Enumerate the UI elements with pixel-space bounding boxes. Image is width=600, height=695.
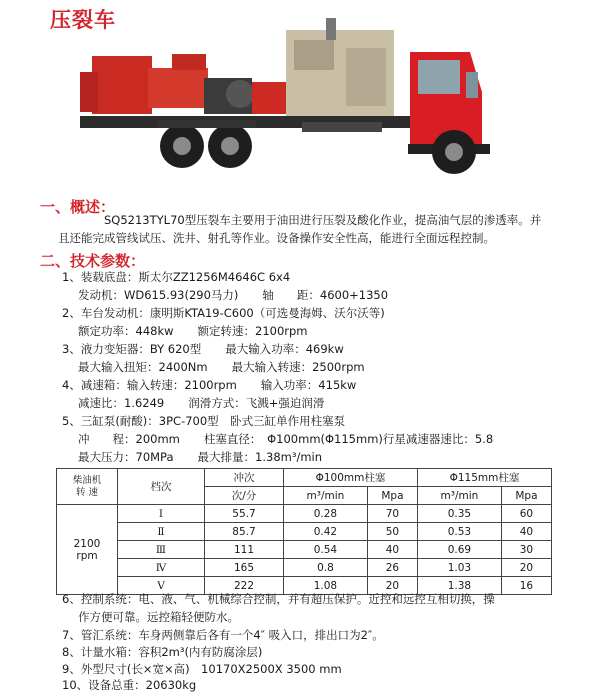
table-engine-speed-cell: 2100 rpm bbox=[57, 505, 118, 595]
table-cell-gear: Ⅳ bbox=[118, 559, 205, 577]
spec-rated-speed: 额定转速：2100rpm bbox=[197, 324, 308, 338]
table-cell-strokes: 55.7 bbox=[205, 505, 284, 523]
table-cell-gear: Ⅱ bbox=[118, 523, 205, 541]
table-cell-flow-100: 1.08 bbox=[284, 577, 368, 595]
spec-deck-engine-text: 2、车台发动机：康明斯KTA19-C600（可选曼海姆、沃尔沃等) bbox=[62, 306, 385, 320]
spec-converter-torque: 最大输入扭矩：2400Nm bbox=[78, 360, 208, 374]
table-cell-pressure-100: 40 bbox=[367, 541, 417, 559]
table-cell-flow-115: 0.35 bbox=[417, 505, 501, 523]
spec-water-tank bbox=[62, 643, 268, 661]
spec-converter-limits bbox=[78, 358, 371, 376]
table-cell-gear: Ⅴ bbox=[118, 577, 205, 595]
spec-total-weight bbox=[62, 676, 202, 694]
table-cell-pressure-115: 60 bbox=[501, 505, 551, 523]
spec-chassis-engine-text: 发动机：WD615.93(290马力) bbox=[78, 288, 239, 302]
table-cell-pressure-100: 26 bbox=[367, 559, 417, 577]
spec-dimensions-text: 9、外型尺寸(长×宽×高) 10170X2500X 3500 mm bbox=[62, 662, 342, 676]
table-header-flow-115: m³/min bbox=[417, 487, 501, 505]
table-header-flow-100: m³/min bbox=[284, 487, 368, 505]
table-cell-pressure-100: 70 bbox=[367, 505, 417, 523]
pump-performance-table bbox=[56, 468, 552, 595]
table-row bbox=[57, 505, 552, 523]
spec-pump-stroke-line bbox=[78, 430, 499, 448]
spec-water-tank-text: 8、计量水箱：容积2m³(内有防腐涂层) bbox=[62, 645, 263, 659]
spec-converter-max-speed: 最大输入转速：2500rpm bbox=[231, 360, 365, 374]
table-cell-gear: Ⅲ bbox=[118, 541, 205, 559]
table-header-strokes-unit: 次/分 bbox=[205, 487, 284, 505]
spec-chassis-engine bbox=[78, 286, 394, 304]
table-cell-strokes: 111 bbox=[205, 541, 284, 559]
table-cell-flow-100: 0.8 bbox=[284, 559, 368, 577]
table-row bbox=[57, 541, 552, 559]
table-cell-pressure-115: 30 bbox=[501, 541, 551, 559]
table-cell-gear: Ⅰ bbox=[118, 505, 205, 523]
spec-chassis-text: 1、装载底盘：斯太尔ZZ1256M4646C 6x4 bbox=[62, 270, 291, 284]
table-cell-pressure-100: 50 bbox=[367, 523, 417, 541]
page-title: 压裂车 bbox=[50, 8, 116, 32]
spec-pump-plunger: 柱塞直径： Φ100mm(Φ115mm)行星减速器速比：5.8 bbox=[203, 432, 494, 446]
spec-deck-engine-ratings bbox=[78, 322, 314, 340]
table-header-engine-speed: 柴油机 转 速 bbox=[57, 469, 118, 505]
spec-manifold-text: 7、管汇系统：车身两侧靠后各有一个4″ 吸入口，排出口为2″。 bbox=[62, 628, 384, 642]
spec-pump-displacement: 最大排量：1.38m³/min bbox=[197, 450, 323, 464]
table-cell-strokes: 165 bbox=[205, 559, 284, 577]
spec-total-weight-text: 10、设备总重：20630kg bbox=[62, 678, 197, 692]
table-header-plunger-115: Φ115mm柱塞 bbox=[417, 469, 551, 487]
spec-deck-engine bbox=[62, 304, 391, 322]
spec-wheelbase-text: 轴 距：4600+1350 bbox=[262, 288, 389, 302]
spec-gearbox-input-speed: 4、减速箱：输入转速：2100rpm bbox=[62, 378, 237, 392]
spec-control-system bbox=[62, 590, 501, 608]
spec-gearbox-input-power: 输入功率：415kw bbox=[260, 378, 357, 392]
spec-manifold bbox=[62, 626, 390, 644]
spec-pump-stroke: 冲 程：200mm bbox=[78, 432, 180, 446]
table-cell-strokes: 222 bbox=[205, 577, 284, 595]
spec-control-text: 6、控制系统：电、液、气、机械综合控制，并有超压保护。近控和远控互相切换，操 bbox=[62, 592, 495, 606]
table-header-plunger-100: Φ100mm柱塞 bbox=[284, 469, 418, 487]
spec-converter-model: 3、液力变矩器：BY 620型 bbox=[62, 342, 202, 356]
spec-rated-power: 额定功率：448kw bbox=[78, 324, 174, 338]
overview-paragraph bbox=[58, 211, 578, 247]
spec-pump-pressure: 最大压力：70MPa bbox=[78, 450, 174, 464]
table-cell-flow-100: 0.54 bbox=[284, 541, 368, 559]
table-cell-pressure-115: 20 bbox=[501, 559, 551, 577]
overview-line-2: 且还能完成管线试压、洗井、射孔等作业。设备操作安全性高，能进行全面远程控制。 bbox=[58, 231, 495, 245]
table-header-pressure-115: Mpa bbox=[501, 487, 551, 505]
spec-pump-pressure-line bbox=[78, 448, 328, 466]
spec-gearbox bbox=[62, 376, 362, 394]
table-cell-flow-115: 1.03 bbox=[417, 559, 501, 577]
spec-gearbox-ratio: 减速比：1.6249 bbox=[78, 396, 165, 410]
table-cell-flow-100: 0.42 bbox=[284, 523, 368, 541]
fracturing-truck-image bbox=[62, 12, 522, 190]
table-row bbox=[57, 523, 552, 541]
spec-converter-max-power: 最大输入功率：469kw bbox=[225, 342, 344, 356]
spec-torque-converter bbox=[62, 340, 350, 358]
spec-control-text-cont: 作方便可靠。远控箱轻便防水。 bbox=[78, 610, 239, 624]
table-cell-flow-100: 0.28 bbox=[284, 505, 368, 523]
table-cell-flow-115: 1.38 bbox=[417, 577, 501, 595]
table-header-gear: 档次 bbox=[118, 469, 205, 505]
section-specs-heading: 二、技术参数： bbox=[40, 252, 146, 270]
table-cell-pressure-115: 40 bbox=[501, 523, 551, 541]
table-cell-pressure-115: 16 bbox=[501, 577, 551, 595]
spec-pump-model: 5、三缸泵(耐酸)：3PC-700型 卧式三缸单作用柱塞泵 bbox=[62, 414, 346, 428]
spec-gearbox-lube: 润滑方式：飞溅+强迫润滑 bbox=[188, 396, 325, 410]
table-cell-strokes: 85.7 bbox=[205, 523, 284, 541]
section-overview-heading: 一、概述： bbox=[40, 198, 116, 216]
spec-gearbox-ratio-line bbox=[78, 394, 330, 412]
table-cell-pressure-100: 20 bbox=[367, 577, 417, 595]
spec-triplex-pump bbox=[62, 412, 351, 430]
spec-chassis bbox=[62, 268, 296, 286]
table-header-strokes: 冲次 bbox=[205, 469, 284, 487]
table-row bbox=[57, 559, 552, 577]
overview-line-1: SQ5213TYL70型压裂车主要用于油田进行压裂及酸化作业，提高油气层的渗透率。并 bbox=[104, 213, 542, 227]
table-cell-flow-115: 0.69 bbox=[417, 541, 501, 559]
spec-control-system-cont bbox=[78, 608, 245, 626]
table-header-pressure-100: Mpa bbox=[367, 487, 417, 505]
table-cell-flow-115: 0.53 bbox=[417, 523, 501, 541]
